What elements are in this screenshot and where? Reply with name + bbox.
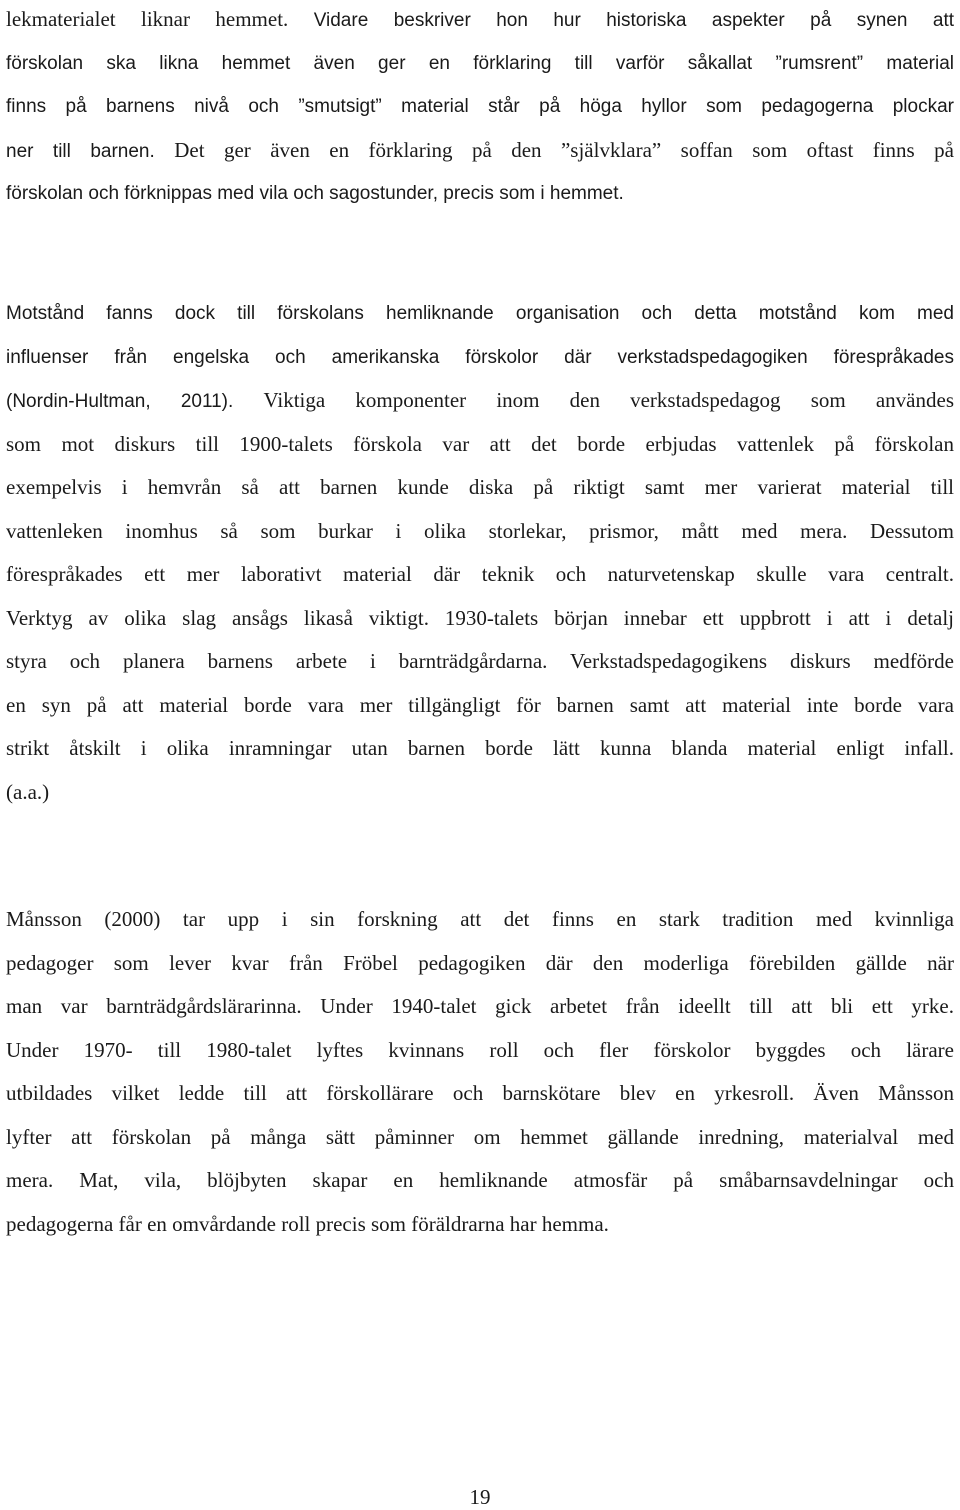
text-line: [6, 466, 954, 510]
text-segment: Vidare beskriver hon hur historiska aspekter på synen att: [313, 10, 954, 31]
text-line: [6, 1072, 954, 1116]
text-segment: man var barnträdgårdslärarinna. Under 1940-talet gick arbetet från ideellt till att bli ett yrke.: [6, 994, 954, 1018]
paragraph-1: [6, 0, 954, 216]
text-line: [6, 1029, 954, 1073]
text-segment: förskolan ska likna hemmet även ger en förklaring till varför såkallat ”rumsrent” material: [6, 52, 954, 74]
paragraph-2: [6, 292, 954, 814]
text-segment: Under 1970- till 1980-talet lyftes kvinnans roll och fler förskolor byggdes och lärare: [6, 1037, 954, 1062]
text-line: [6, 597, 954, 641]
text-line: [6, 942, 954, 986]
text-segment: Viktiga komponenter inom den verkstadspedagog som användes: [263, 388, 954, 412]
text-segment: (Nordin-Hultman, 2011).: [6, 391, 264, 412]
text-segment: förespråkades ett mer laborativt material där teknik och naturvetenskap skulle vara centralt.: [6, 562, 954, 586]
text-line: [6, 1203, 954, 1247]
text-segment: lyfter att förskolan på många sätt påminner om hemmet gällande inredning, materialval med: [6, 1124, 954, 1149]
text-segment: pedagogerna får en omvårdande roll precis som föräldrarna har hemma.: [6, 1211, 609, 1236]
text-line: [6, 0, 954, 42]
text-line: [6, 336, 954, 380]
text-segment: vattenleken inomhus så som burkar i olika storlekar, prismor, mått med mera. Dessutom: [6, 518, 954, 543]
text-segment: ner till barnen.: [6, 140, 175, 162]
text-segment: styra och planera barnens arbete i barnträdgårdarna. Verkstadspedagogikens diskurs medförde: [6, 649, 954, 673]
text-segment: lekmaterialet liknar hemmet.: [6, 7, 314, 31]
text-line: [6, 379, 954, 423]
text-segment: strikt åtskilt i olika inramningar utan barnen borde lätt kunna blanda material enligt infall.: [6, 736, 954, 760]
text-line: [6, 1116, 954, 1160]
paragraph-3: [6, 898, 954, 1246]
text-segment: mera. Mat, vila, blöjbyten skapar en hemliknande atmosfär på småbarnsavdelningar och: [6, 1168, 954, 1192]
text-line: [6, 129, 954, 173]
text-segment: exempelvis i hemvrån så att barnen kunde diska på riktigt samt mer varierat material till: [6, 475, 954, 499]
text-line: [6, 510, 954, 554]
text-line: [6, 292, 954, 336]
text-line: [6, 898, 954, 942]
text-segment: (a.a.): [6, 779, 50, 804]
text-segment: Motstånd fanns dock till förskolans hemliknande organisation och detta motstånd kom med: [6, 303, 954, 324]
text-segment: Månsson (2000) tar upp i sin forskning att det finns en stark tradition med kvinnliga: [6, 907, 954, 931]
text-segment: en syn på att material borde vara mer tillgängligt för barnen samt att material inte borde vara: [6, 692, 954, 717]
text-line: [6, 553, 954, 597]
page-number: 19: [469, 1485, 491, 1509]
text-line: [6, 42, 954, 86]
text-line: [6, 985, 954, 1029]
text-line: [6, 771, 954, 815]
text-segment: utbildades vilket ledde till att förskollärare och barnskötare blev en yrkesroll. Även Månsson: [6, 1081, 954, 1105]
text-line: [6, 172, 954, 216]
text-segment: finns på barnens nivå och ”smutsigt” material står på höga hyllor som pedagogerna plockar: [6, 96, 954, 117]
text-segment: förskolan och förknippas med vila och sagostunder, precis som i hemmet.: [6, 183, 624, 204]
text-line: [6, 727, 954, 771]
text-line: [6, 640, 954, 684]
text-line: [6, 1159, 954, 1203]
text-segment: Det ger även en förklaring på den ”självklara” soffan som oftast finns på: [174, 137, 954, 162]
text-segment: Verktyg av olika slag ansågs likaså viktigt. 1930-talets början innebar ett uppbrott i att i detalj: [6, 605, 954, 630]
text-line: [6, 85, 954, 129]
text-segment: influenser från engelska och amerikanska förskolor där verkstadspedagogiken förespråkades: [6, 346, 954, 368]
text-segment: pedagoger som lever kvar från Fröbel pedagogiken där den moderliga förebilden gällde när: [6, 950, 954, 975]
text-line: [6, 684, 954, 728]
text-line: [6, 423, 954, 467]
text-segment: som mot diskurs till 1900-talets förskola var att det borde erbjudas vattenlek på förskolan: [6, 431, 954, 456]
